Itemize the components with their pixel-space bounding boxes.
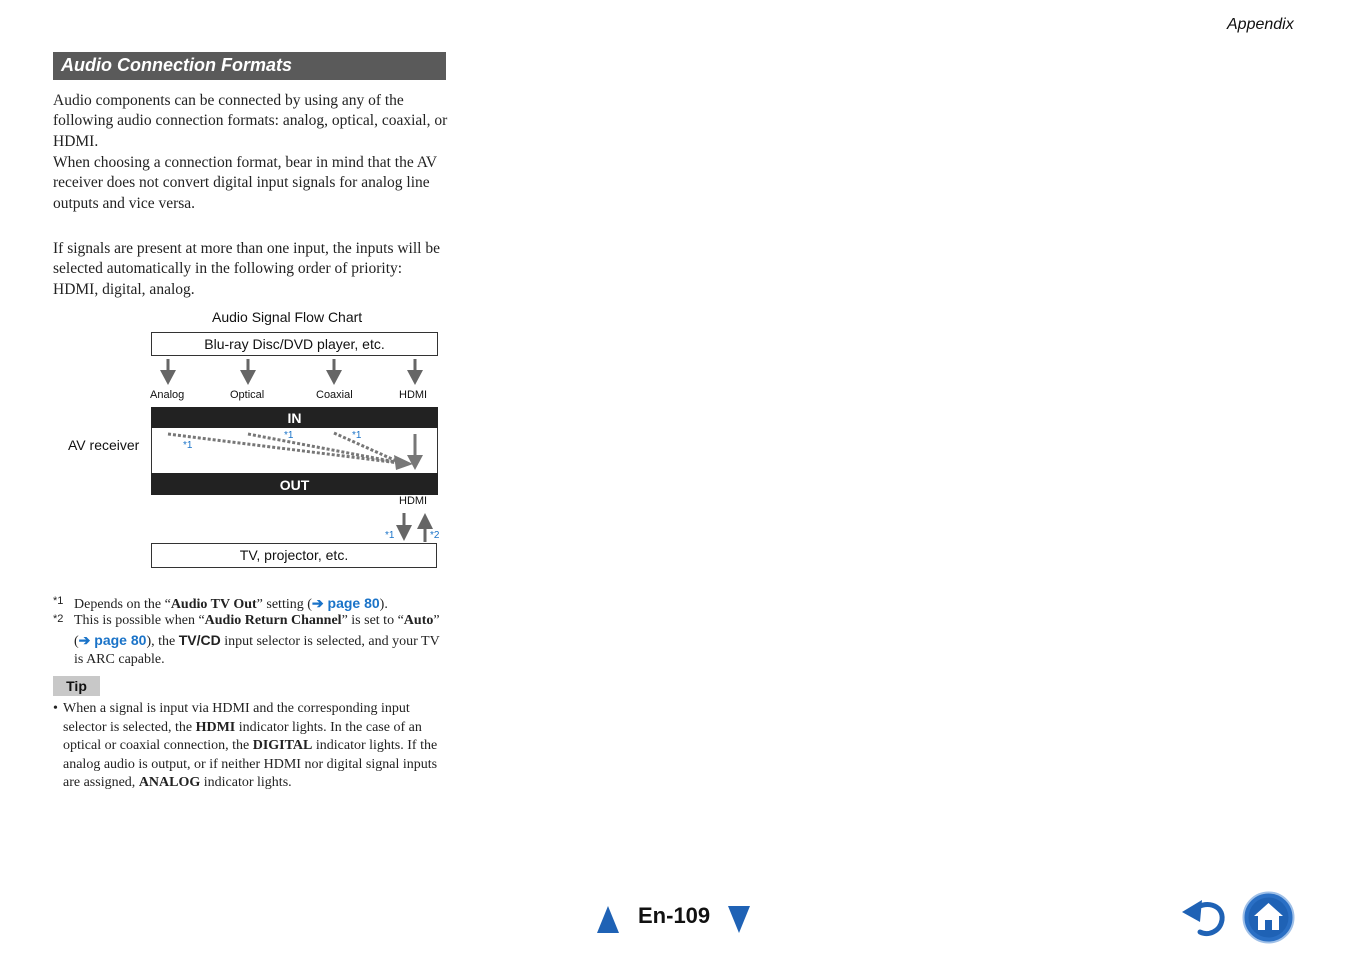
footnote-2 [53,612,448,670]
section-title: Audio Connection Formats [61,55,292,75]
fn2-text-mid3: ), the [146,633,179,649]
page-up-icon[interactable] [597,906,619,933]
input-arrow-hdmi [407,359,423,385]
tip-analog-indicator: ANALOG [138,775,201,791]
back-icon[interactable] [1180,896,1230,938]
note-mark-coaxial: *1 [352,430,362,441]
fn2-setting: Audio Return Channel [204,613,342,628]
page-80-link[interactable]: ➔ page 80 [311,595,380,611]
fn2-text-mid: ” is set to “ [341,613,404,628]
tip-text [53,700,448,793]
input-arrow-optical [240,359,256,385]
footnote-2-mark: *2 [53,613,64,625]
fn2-text-mid2: ” ( [74,613,440,649]
input-label-coaxial: Coaxial [316,389,353,401]
input-label-analog: Analog [150,389,185,401]
note-mark-analog: *1 [183,440,193,451]
tip-digital-indicator: DIGITAL [252,738,313,754]
footnote-1-mark: *1 [53,595,64,607]
tip-text-1: When a signal is input via HDMI and the corresponding input selector is selected, the [63,701,410,735]
paragraph-priority: If signals are present at more than one input, the inputs will be selected automatically in the following order of priority: HDMI, digital, analog. [53,240,440,298]
input-arrow-coaxial [326,359,342,385]
tip-text-3: indicator lights. If the analog audio is output, or if neither HDMI nor digital signal inputs are assigned, [63,738,438,791]
source-device-box: Blu-ray Disc/DVD player, etc. [151,332,438,356]
tip-bullet: • [53,701,58,716]
diagram-title: Audio Signal Flow Chart [212,309,363,325]
page-80-link-2[interactable]: ➔ page 80 [78,631,147,648]
paragraph-conversion: When choosing a connection format, bear in mind that the AV receiver does not convert digital input signals for analog line outputs and vice versa. [53,154,437,212]
page-number: En-109 [638,903,711,928]
tip-text-4: indicator lights. [200,775,292,791]
fn1-text-end: ). [379,597,388,612]
note-mark-arc: *2 [430,530,440,541]
input-label-optical: Optical [230,389,265,401]
fn2-selector: TV/CD [178,631,221,648]
av-receiver-label: AV receiver [68,437,140,453]
out-bar: OUT [151,473,438,495]
internal-routing-lines [151,428,438,473]
input-label-hdmi: HDMI [399,389,428,401]
section-label: Appendix [1227,16,1294,33]
input-arrow-analog [160,359,176,385]
tip-text-2: indicator lights. In the case of an optical or coaxial connection, the [63,719,422,754]
home-icon[interactable] [1242,891,1295,944]
note-mark-out: *1 [385,530,395,541]
fn1-text-mid: ” setting ( [256,597,312,612]
note-mark-optical: *1 [284,430,294,441]
fn2-text-end: input selector is selected, and your TV is ARC capable. [74,633,440,667]
fn2-text: This is possible when “ [74,613,205,628]
tip-hdmi-indicator: HDMI [195,719,236,735]
section-title-bar [53,52,446,80]
output-label-hdmi: HDMI [399,495,428,507]
fn2-value: Auto [403,613,434,628]
in-bar: IN [151,407,438,428]
sink-device-box: TV, projector, etc. [151,543,437,568]
fn1-setting: Audio TV Out [170,597,257,612]
fn1-text: Depends on the “ [74,597,171,612]
tip-label: Tip [53,676,100,696]
page-down-icon[interactable] [728,906,750,933]
paragraph-formats: Audio components can be connected by using any of the following audio connection formats: analog, optical, coaxial, or HDMI. [53,92,448,150]
